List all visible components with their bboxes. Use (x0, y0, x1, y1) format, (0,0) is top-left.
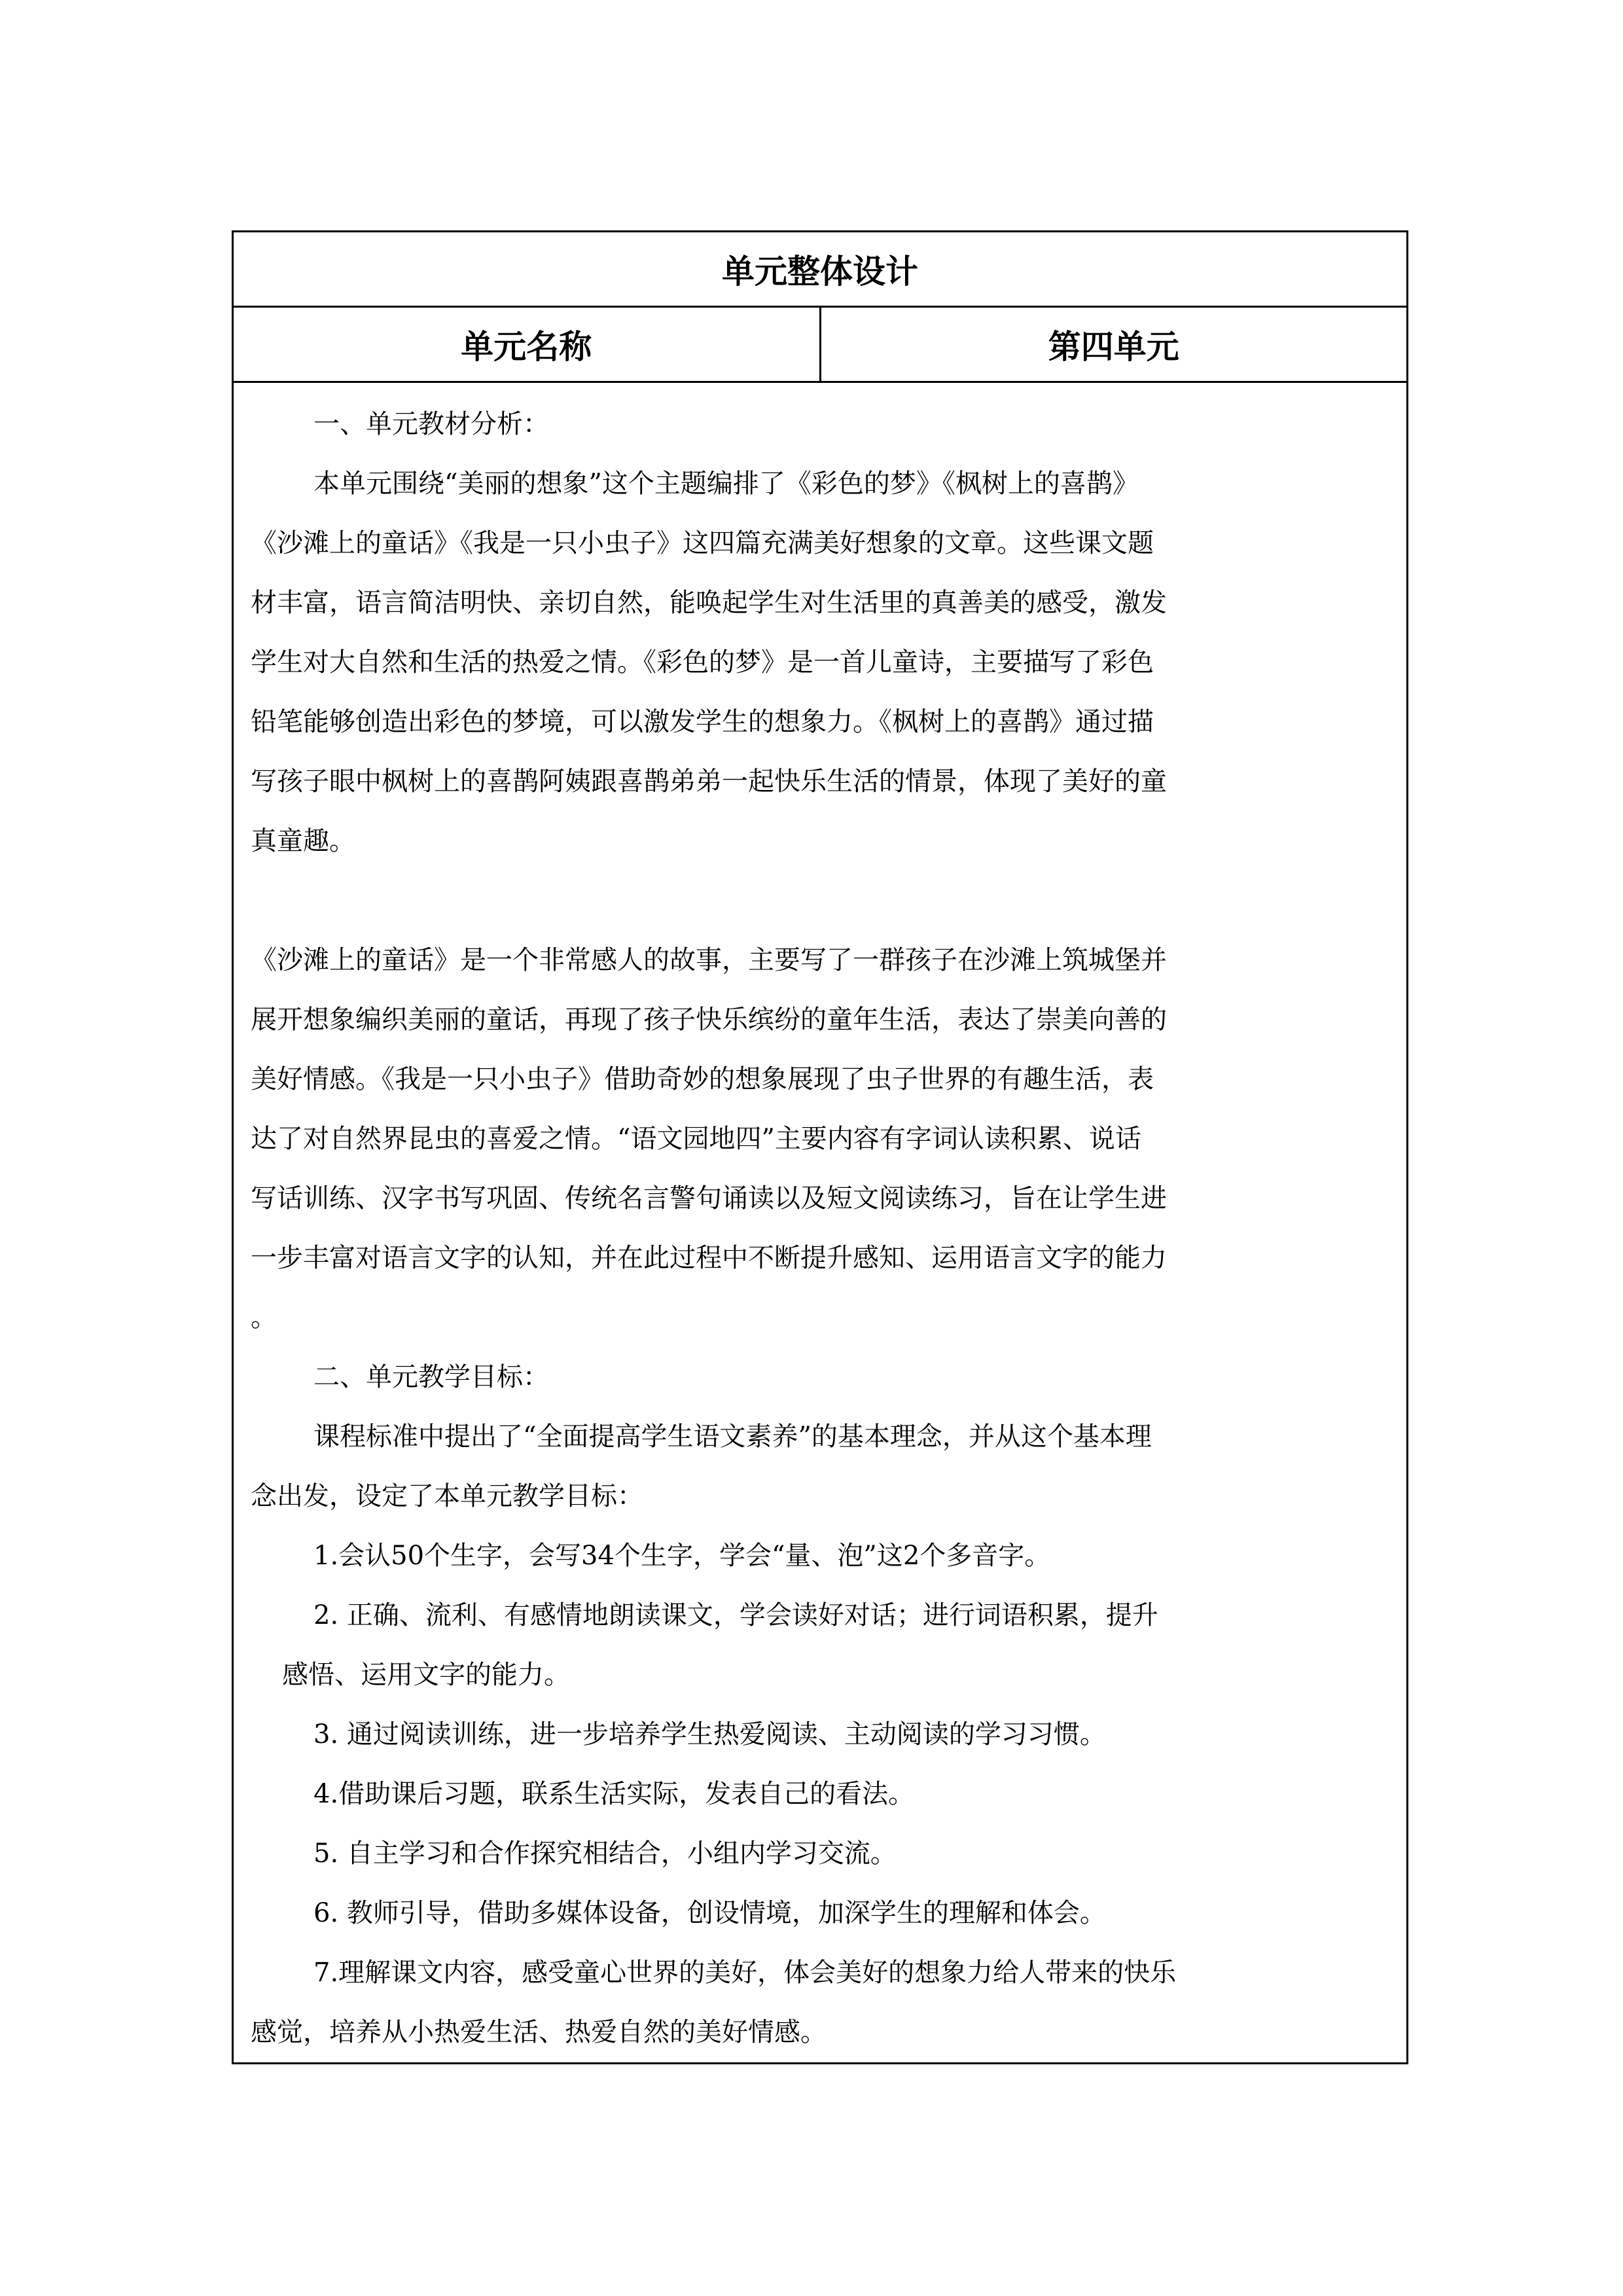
paragraph-line: 真童趣。 (251, 826, 355, 856)
goal-item-7-cont: 感觉，培养从小热爱生活、热爱自然的美好情感。 (251, 2017, 827, 2047)
goal-item-2-cont: 感悟、运用文字的能力。 (282, 1660, 570, 1690)
goal-item-1: 1.会认50个生字，会写34个生字，学会“量、泡”这2个多音字。 (313, 1541, 1051, 1571)
paragraph-line: 达了对自然界昆虫的喜爱之情。“语文园地四”主要内容有字词认读积累、说话 (251, 1124, 1141, 1154)
table-title: 单元整体设计 (233, 232, 1408, 307)
goal-item-6: 6. 教师引导，借助多媒体设备，创设情境，加深学生的理解和体会。 (313, 1898, 1106, 1928)
section-heading-analysis: 一、单元教材分析： (313, 409, 549, 439)
title-row (233, 232, 1408, 307)
content-cell (233, 382, 1408, 2064)
goal-item-2: 2. 正确、流利、有感情地朗读课文，学会读好对话；进行词语积累，提升 (313, 1600, 1158, 1630)
paragraph-line: 。 (251, 1302, 277, 1333)
paragraph-line: 展开想象编织美丽的童话，再现了孩子快乐缤纷的童年生活，表达了崇美向善的 (251, 1005, 1167, 1035)
paragraph-line: 《沙滩上的童话》是一个非常感人的故事，主要写了一群孩子在沙滩上筑城堡并 (251, 945, 1167, 975)
blank-line (251, 871, 1389, 931)
goal-item-5: 5. 自主学习和合作探究相结合，小组内学习交流。 (313, 1839, 897, 1869)
paragraph-line: 课程标准中提出了“全面提高学生语文素养”的基本理念，并从这个基本理 (313, 1422, 1152, 1452)
paragraph-line: 铅笔能够创造出彩色的梦境，可以激发学生的想象力。《枫树上的喜鹊》通过描 (251, 707, 1154, 737)
paragraph-line: 写孩子眼中枫树上的喜鹊阿姨跟喜鹊弟弟一起快乐生活的情景，体现了美好的童 (251, 766, 1167, 797)
goal-item-4: 4.借助课后习题，联系生活实际，发表自己的看法。 (313, 1779, 915, 1809)
unit-name-value: 第四单元 (820, 307, 1408, 382)
section-heading-goals: 二、单元教学目标： (313, 1362, 549, 1392)
content-row (233, 382, 1408, 2064)
paragraph-line: 念出发，设定了本单元教学目标： (251, 1481, 643, 1511)
unit-design-table (232, 230, 1408, 2064)
unit-name-label: 单元名称 (233, 307, 821, 382)
paragraph-line: 《沙滩上的童话》《我是一只小虫子》这四篇充满美好想象的文章。这些课文题 (251, 528, 1154, 558)
paragraph-line: 美好情感。《我是一只小虫子》借助奇妙的想象展现了虫子世界的有趣生活，表 (251, 1064, 1154, 1094)
paragraph-line: 一步丰富对语言文字的认知，并在此过程中不断提升感知、运用语言文字的能力 (251, 1243, 1167, 1273)
goal-item-7: 7.理解课文内容，感受童心世界的美好，体会美好的想象力给人带来的快乐 (313, 1958, 1177, 1988)
goal-item-3: 3. 通过阅读训练，进一步培养学生热爱阅读、主动阅读的学习习惯。 (313, 1719, 1106, 1749)
paragraph-line: 材丰富，语言简洁明快、亲切自然，能唤起学生对生活里的真善美的感受，激发 (251, 588, 1167, 618)
paragraph-line: 学生对大自然和生活的热爱之情。《彩色的梦》是一首儿童诗，主要描写了彩色 (251, 647, 1154, 677)
paragraph-line: 本单元围绕“美丽的想象”这个主题编排了《彩色的梦》《枫树上的喜鹊》 (313, 469, 1139, 499)
unit-name-row (233, 307, 1408, 382)
paragraph-line: 写话训练、汉字书写巩固、传统名言警句诵读以及短文阅读练习，旨在让学生进 (251, 1183, 1167, 1213)
